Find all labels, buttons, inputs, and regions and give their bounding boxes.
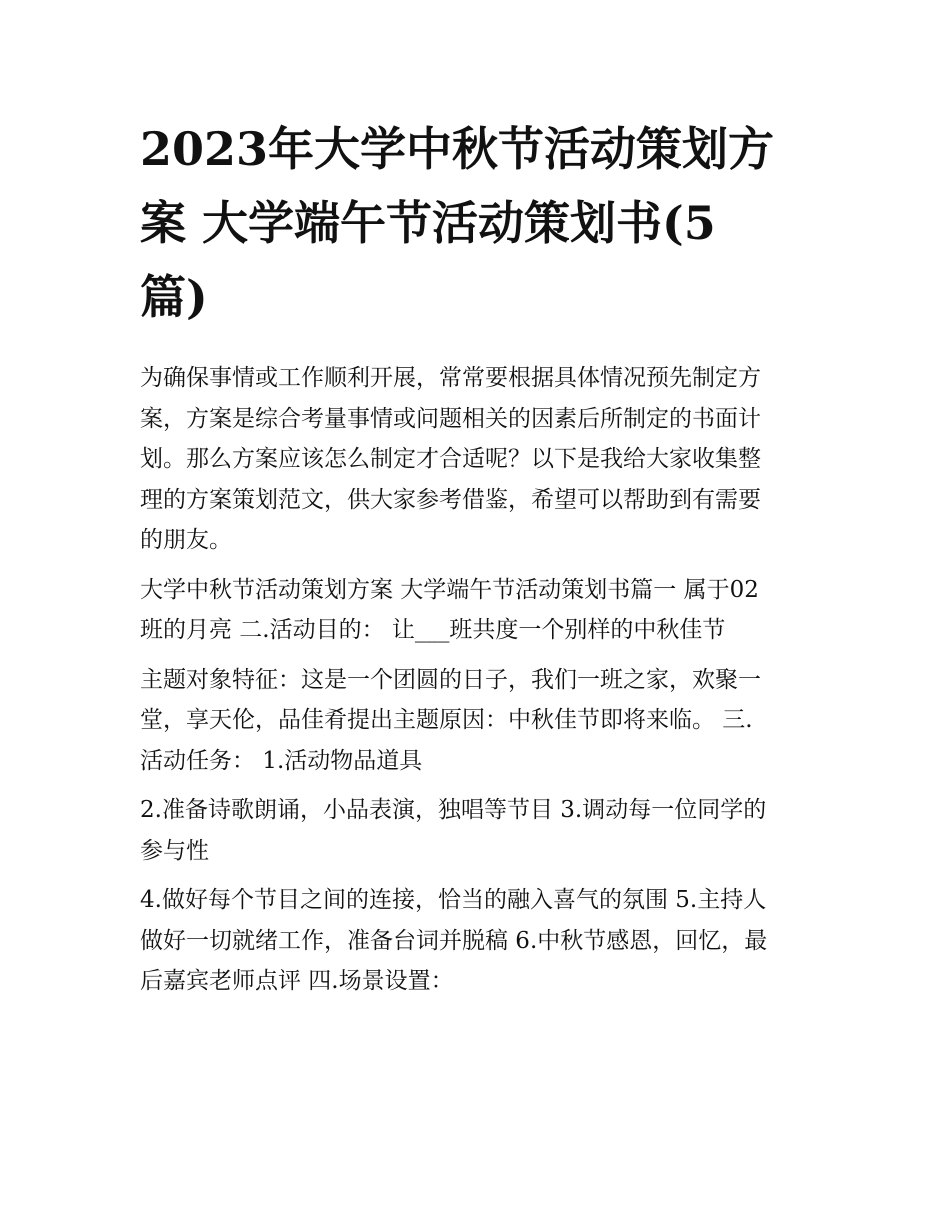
document-page: [140, 112, 820, 1011]
paragraph-task-four: 4.做好每个节目之间的连接，恰当的融入喜气的氛围 5.主持人 做好一切就绪工作，准备台词并脱稿 6.中秋节感恩，回忆，最 后嘉宾老师点评 四.场景设置：: [140, 887, 768, 994]
paragraph-section-one: 大学中秋节活动策划方案 大学端午节活动策划书篇一 属于02 班的月亮 二.活动目的： 让___班共度一个别样的中秋佳节: [140, 576, 759, 643]
paragraph-task-two: 2.准备诗歌朗诵，小品表演，独唱等节目 3.调动每一位同学的 参与性: [140, 797, 767, 864]
paragraph-theme: 主题对象特征：这是一个团圆的日子，我们一班之家，欢聚一 堂，享天伦，品佳肴提出主题原因：中秋佳节即将来临。 三. 活动任务： 1.活动物品道具: [140, 666, 761, 774]
document-body: [140, 358, 820, 1002]
document-title: 2023年大学中秋节活动策划方 案 大学端午节活动策划书(5 篇): [140, 122, 775, 324]
paragraph-intro: 为确保事情或工作顺利开展，常常要根据具体情况预先制定方 案，方案是综合考量事情或问题相关的因素后所制定的书面计 划。那么方案应该怎么制定才合适呢？以下是我给大家收集整 理的方案策划范文，供大家参考借鉴，希望可以帮助到有需要 的朋友。: [140, 365, 761, 553]
